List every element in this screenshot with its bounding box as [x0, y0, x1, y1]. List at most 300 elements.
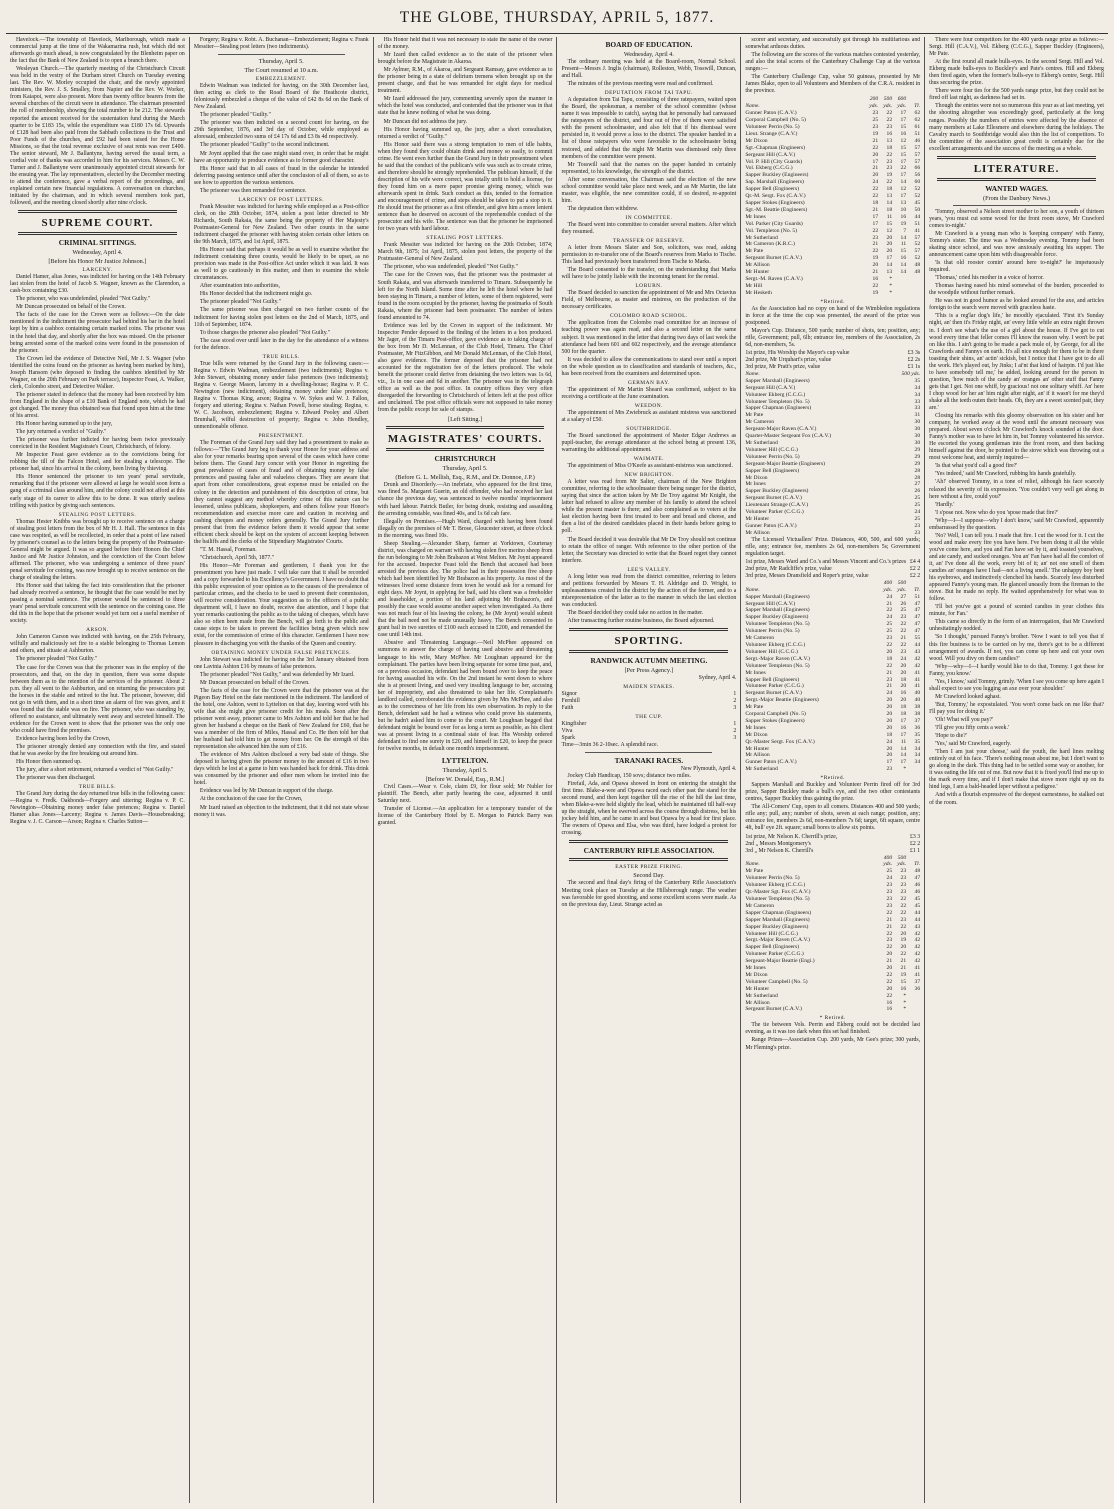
score-cell: 51 [914, 130, 921, 137]
header-cell [745, 855, 878, 862]
score-cell: 15 [900, 248, 907, 255]
article-body [745, 306, 920, 349]
score-cell: 22 [886, 978, 893, 985]
article-body [10, 274, 185, 510]
score-cell: 20 [872, 172, 879, 179]
paragraph: Mr Inspector Feast gave evidence as to the convictions being for robbing the till of the Falcon Hotel, and for stealing a telescope. The prisoner had, since his arrival in the colony, been living by thieving. [10, 452, 185, 473]
horse-name: Faith [561, 705, 574, 712]
article-body [194, 204, 369, 352]
score-cell: 22 [900, 628, 907, 635]
name-cell: Mr Hesketh [745, 289, 772, 296]
table-row [745, 405, 920, 412]
result-row [561, 698, 736, 705]
divider [386, 426, 545, 429]
score-cell: 24 [872, 179, 879, 186]
paragraph: Thomas Hester Knibbs was brought up to receive sentence on a charge of stealing post letters from the box of Mr H. J. Hall. The sentence in this case was respited, as will be recollected, in order that a point of law raised by prisoner's counsel as to the letters being the property of the Postmaster-General might be argued. It was so argued before their Honors the Chief Justice and Mr Justice Johnston, and the conviction of the Court below affirmed. The prisoner, who was undergoing a sentence of three years' penal servitude for coining, was now brought up to receive sentence on the charge of stealing the letters. [10, 518, 185, 581]
divider [585, 752, 712, 753]
result-row [561, 705, 736, 712]
score-cell: 16 [900, 213, 907, 220]
table-row [745, 454, 920, 461]
name-cell: Sapper Buckley (Engineers) [745, 923, 809, 930]
masthead-rule [6, 33, 1108, 34]
name-cell: Sergeant Hill (C.A.V.) [745, 384, 796, 391]
table-row [745, 993, 920, 1000]
name-cell: Gunner Paton (C.A.V.) [745, 522, 797, 529]
paragraph: At the first round all made bulls-eyes. In the second Sergt. Hill and Vol. Ekberg made bulls-eyes to Buckley's and Pate's centres. Hill and Ekberg then fired again, when the former's bulls-eye to Ekberg's centre, Sergt. Hill thus securing the prize. [929, 59, 1104, 87]
paragraph: 'Yes, I know,' said Tommy, grimly. 'When I see you come up here again I shall expect to see you lugging an axe over your shoulder.' [929, 678, 1104, 692]
prize-label: 3rd „ Mr Nelson K. Cherrill's [745, 847, 814, 854]
table-row [745, 979, 920, 986]
result-row [561, 721, 736, 728]
name-cell: Sergeant Burnet (C.A.V.) [745, 1006, 802, 1013]
score-cell: 29 [914, 446, 921, 453]
score-cell: 29 [914, 453, 921, 460]
article-body [561, 410, 736, 424]
score-cell: 23 [886, 889, 893, 896]
score-cell: 22 [872, 144, 879, 151]
paragraph: 'Oh! What will you pay?' [935, 716, 994, 723]
name-cell: Lieutenant Strange (C.A.V.) [745, 502, 809, 509]
score-cell: 23 [886, 676, 893, 683]
story-title: WANTED WAGES. [985, 183, 1048, 193]
table-row [745, 193, 920, 200]
paragraph: The case for the Crown was, that the prisoner was the postmaster at South Rakaia, and was afterwards transferred to Timaru. Subsequently he left for the North Island. Some time after he left the hotel where he had been staying in Timaru, a number of letters, some of them registered, were found in the room occupied by the prisoner, having the postmarks of South Rakaia, where the prisoner had been postmaster. The number of letters found amounted to 74. [377, 272, 553, 321]
paragraph: The Crown led the evidence of Detective Neil, Mr J. S. Wagner (who identified the coins found on the prisoner as having been marked by him), Joseph Hansom (who deposed to finding the cashbox identified by Mr Wagner, on the 20th February on Park terrace), Inspector Feast, A. Walker, clerk, Colombo street, and Detective Walker. [10, 355, 185, 390]
name-cell: Sergeant-Major Beattie (Engineers) [745, 460, 826, 467]
header-cell: Name. [745, 103, 760, 110]
header-cell: yds. [897, 103, 907, 110]
table-row [745, 468, 920, 475]
case-heading: PRESENTMENT. [258, 433, 305, 440]
name-cell: Mr Innes [745, 965, 766, 972]
prize-row [745, 573, 920, 580]
paragraph: His Honor said that taking the fact into consideration that the prisoner had already received a sentence, he thought that the case would be met by passing a nominal sentence. The prisoner would be sentenced to three years' penal servitude concurrent with the sentence on the coining case. He did this in the hope that the prisoner would yet turn out a useful member of society. [10, 583, 185, 625]
table-row [745, 725, 920, 732]
article-body [194, 440, 369, 647]
placing: 1 [733, 691, 737, 698]
score-cell: 23 [886, 165, 893, 172]
score-cell: 17 [900, 717, 907, 724]
prize-label: 3rd prize, Messrs Dransfield and Roper's prize, value [745, 572, 869, 579]
score-cell: 10 [900, 206, 907, 213]
score-cell: 36 [914, 985, 921, 992]
paragraph: John Cameron Carson was indicted with having, on the 25th February, wilfully and maliciously set fire to a stable belonging to Thomas Lemon and others, and situate at Ashburton. [10, 634, 185, 655]
table-row [745, 642, 920, 649]
horse-name: Kingfisher [561, 721, 587, 728]
prize-value: £3 3 [909, 833, 921, 840]
score-cell: 22 [886, 641, 893, 648]
article-body [561, 97, 736, 213]
score-cell: 24 [886, 875, 893, 882]
score-cell: 22 [872, 186, 879, 193]
case-heading: WEEDON. [634, 402, 663, 409]
table-row [745, 214, 920, 221]
score-cell: 22 [886, 944, 893, 951]
score-cell: 52 [914, 186, 921, 193]
paragraph: The prisoner pleaded "Guilty" to the second indictment. [199, 142, 330, 149]
place-heading: CHRISTCHURCH [434, 454, 496, 464]
score-cell: 22 [900, 909, 907, 916]
score-cell: 17 [872, 213, 879, 220]
dateline: New Plymouth, April 4. [680, 766, 737, 773]
table-row [745, 903, 920, 910]
score-cell: 44 [914, 641, 921, 648]
table-row [745, 732, 920, 739]
score-cell: 13 [886, 193, 893, 200]
score-cell: 45 [914, 199, 921, 206]
score-cell: 22 [872, 248, 879, 255]
name-cell: Corporal Campbell (No. 5) [745, 117, 806, 124]
paragraph: The Board consented to the transfer, on the understanding that Marks will have to be jointly liable with the incoming tenant for the rental. [561, 267, 737, 281]
score-cell: 51 [914, 220, 921, 227]
score-cell: 21 [872, 241, 879, 248]
table-row [745, 241, 920, 248]
score-cell: 21 [886, 683, 893, 690]
score-cell: 23 [886, 902, 893, 909]
score-cell: 22 [886, 971, 893, 978]
paragraph: "Christchurch, April 5th, 1877." [199, 554, 275, 561]
prize-row [745, 834, 920, 841]
score-cell: 18 [886, 731, 893, 738]
name-cell: Qr.-Master Sergt. Fox (C.A.V.) [745, 738, 815, 745]
name-cell: Mr Dixon [745, 137, 768, 144]
columns [6, 37, 1108, 1503]
score-cell: 20 [886, 704, 893, 711]
name-cell: Sapper Bell (Engineers) [745, 467, 800, 474]
paragraph: Jockey Club Handicap, 150 sovs; distance two miles. [567, 773, 691, 780]
case-heading: SOUTHBRIDGE. [626, 425, 672, 432]
table-row [745, 290, 920, 297]
table-row [745, 924, 920, 931]
table-row [745, 614, 920, 621]
score-cell: 16 [872, 275, 879, 282]
score-cell: 62 [914, 110, 921, 117]
name-cell: Mr Innes [745, 669, 766, 676]
paragraph: The Board decided to sanction the appointment of Mr and Mrs Octavius Field, of Melbourne, as master and mistress, on the production of the necessary certificates. [561, 290, 737, 311]
name-cell: Mr Innes [745, 213, 766, 220]
before-line: (Before G. L. Mellish, Esq., R.M., and Dr. Donnoe, J.P.) [395, 474, 535, 482]
name-cell: Lieut. Strange (C.A.V.) [745, 130, 798, 137]
table-header [745, 371, 920, 378]
article-body [561, 773, 736, 837]
score-cell: 21 [900, 635, 907, 642]
paragraph: The evidence of Mrs Ashton disclosed a very bad state of things. She deposed to having given the prisoner money to the amount of £16 in two days which he lost at a game to him was handed back for drink. This drink was consumed by the prisoner and other men whom he invited into the hotel. [193, 752, 369, 787]
score-cell: 36 [914, 724, 921, 731]
header-cell: yds. [883, 861, 893, 868]
story-body [929, 209, 1104, 807]
score-cell: 19 [900, 220, 907, 227]
name-cell: Mr Allison [745, 529, 770, 536]
column-5 [741, 37, 925, 1503]
column-2 [190, 37, 374, 1503]
case-heading: TRUE BILLS. [78, 784, 117, 791]
score-cell: 21 [886, 600, 893, 607]
score-table-challenge-cup [745, 96, 920, 296]
score-cell [906, 276, 920, 283]
paragraph: The deputation then withdrew. [567, 205, 639, 212]
table-row [745, 283, 920, 290]
article-body [378, 242, 553, 414]
paragraph: Mr Duncan prosecuted on behalf of the Crown. [199, 679, 310, 686]
case-heading: EMBEZZLEMENT. [255, 76, 307, 83]
paragraph: The prisoner was then indicted on a second count for having, on the 29th September, 1876, and 3rd day of October, while employed as aforesaid, embezzled two sums of £4 17s 6d and £3 8s 4d respectively. [193, 120, 369, 141]
score-cell: 17 [872, 158, 879, 165]
divider [18, 210, 177, 213]
name-cell: Vol. Ekberg (C.C.G.) [745, 165, 793, 172]
column-1 [6, 37, 190, 1503]
score-cell: 47 [914, 600, 921, 607]
score-cell: 21 [872, 137, 879, 144]
name-cell: Volunteer Campbell (No. 5) [745, 978, 808, 985]
score-cell: 35 [914, 377, 921, 384]
table-row [745, 875, 920, 882]
score-cell: 20 [872, 151, 879, 158]
table-row [745, 944, 920, 951]
score-cell: 17 [900, 117, 907, 124]
score-cell [906, 1000, 920, 1007]
score-cell: 26 [914, 488, 921, 495]
paragraph: The tie between Vols. Perrin and Ekberg could not be decided last evening, as it was too dark when this set had finished. [745, 1022, 921, 1036]
table-row [745, 746, 920, 753]
article-body [561, 387, 736, 401]
score-cell: 13 [886, 269, 893, 276]
score-cell: 23 [914, 529, 921, 536]
score-cell: 22 [886, 179, 893, 186]
name-cell: Mr Sutherland [745, 440, 778, 446]
score-cell: 20 [872, 262, 879, 269]
prize-value: £4 4 [909, 558, 921, 565]
score-cell: 17 [886, 255, 893, 262]
score-cell: 17 [900, 193, 907, 200]
paragraph: A letter from Messrs Slater and Son, solicitors, was read, asking permission to re-transfer one of the Board's reserves from Marks to Tische. This land had previously been transferred from Tische to Marks. [561, 245, 737, 266]
table-row [745, 931, 920, 938]
score-cell: 52 [914, 193, 921, 200]
score-cell: 20 [900, 697, 907, 704]
header-cell [745, 580, 878, 587]
table-row [745, 697, 920, 704]
score-cell: 18 [886, 144, 893, 151]
retired-note: * Retired. [819, 1015, 846, 1022]
score-cell: 23 [900, 614, 907, 621]
table-header [745, 861, 920, 868]
paragraph: The Grand Jury during the day returned true bills in the following cases:—Regina v. Fredk. Oakbonds—Forgery and uttering; Regina v. P. C. Newington—Obtaining money under false pretences; Regina v. Daniel Hamer alias Jones—Larceny; Regina v. James Davis—Housebreaking; Regina v. J. C. Carson—Arson; Regina v. Charles Sutton— [10, 791, 185, 826]
score-cell: 18 [886, 186, 893, 193]
paragraph: 'I'll bet you've got a pound of scented candies in your clothes this minute, for Fan.' [929, 604, 1104, 618]
score-cell: 30 [914, 440, 921, 446]
score-cell: 23 [900, 875, 907, 882]
name-cell: Volunteer Perrin (No. 5) [745, 628, 800, 635]
score-cell: 13 [886, 137, 893, 144]
table-header [745, 96, 920, 103]
score-cell: 22 [900, 165, 907, 172]
prize-label: 1st prize, Mr Nelson K. Cherrill's prize, [745, 833, 838, 840]
table-row [745, 131, 920, 138]
score-cell: 55 [914, 635, 921, 642]
score-cell: 25 [900, 607, 907, 614]
horse-name: Viva [561, 728, 573, 735]
score-cell: 40 [914, 697, 921, 704]
table-row [745, 621, 920, 628]
paragraph: Mr Izard then called evidence as to the state of the prisoner when brought before the Magistrate in Akaroa. [377, 52, 553, 66]
score-cell [892, 276, 906, 283]
header-cell: 500 [897, 579, 907, 586]
name-cell: Sapper Buckley (Engineers) [745, 172, 809, 179]
column-6 [925, 37, 1108, 1503]
table-row [745, 502, 920, 509]
paragraph: Edwin Wadman was indicted for having, on the 30th December last, then acting as clerk to the Road Board of the Heathcote district, feloniously embezzled a cheque of the value of £42 8s 6d on the Bank of New Zealand. [193, 83, 369, 111]
score-cell: 24 [886, 690, 893, 697]
paragraph: Range Prizes—Association Cup. 200 yards, Mr Gee's prize; 300 yards, Mr Fleming's prize. [745, 1037, 921, 1051]
article-body [194, 83, 369, 195]
table-row [745, 523, 920, 530]
score-cell: 42 [914, 662, 921, 669]
name-cell: Sapper Bell (Engineers) [745, 186, 800, 193]
score-table-victuallers [745, 580, 920, 773]
header-cell: 500 yds. [901, 370, 921, 377]
name-cell: Mr Allison [745, 999, 770, 1006]
score-cell: 17 [872, 220, 879, 227]
score-cell: 20 [900, 683, 907, 690]
header-cell: 500 [897, 854, 907, 861]
table-row [745, 607, 920, 614]
table-row [745, 269, 920, 276]
name-cell: Mr Hill [745, 282, 763, 289]
case-heading: GERMAN BAY. [628, 379, 670, 386]
score-cell: 23 [886, 158, 893, 165]
score-cell: 20 [886, 248, 893, 255]
case-heading: LOBURN. [635, 283, 663, 290]
name-cell: Sapper Bell (Engineers) [745, 944, 800, 951]
name-cell: Volunteer Hill (C.C.G.) [745, 446, 798, 453]
prize-label: 1st prize, His Worship the Mayor's cup value [745, 349, 850, 356]
score-cell: 23 [886, 124, 893, 130]
place-heading: LYTTELTON. [441, 756, 489, 766]
table-row [745, 683, 920, 690]
table-row [745, 262, 920, 269]
score-cell: 37 [914, 717, 921, 724]
name-cell: Sergt.-Major Beattie (Engineers) [745, 697, 819, 704]
paragraph: Mr Aylmer, R.M., of Akaroa, and Sergeant Ramsay, gave evidence as to the prisoner being in a state of delirium tremens when brought up on the present charge, and that he was remanded for eight days for medical treatment. [377, 67, 553, 95]
name-cell: Mr Cameron [745, 419, 775, 426]
article-body [378, 784, 553, 827]
paragraph: The case for the Crown was that the prisoner was in the employ of the prosecutors, and that, on the day in question, there was some dispute between them as to the retention of the services of the prisoner. About 2 p.m. they all went to the Ashburton, and on returning the prosecutors put the horses in the stable and retired to the hut. The prisoner, however, did not go in with them, and in a short time an alarm of fire was given, and it was found that the stable was on fire. The prisoner, who was standing by, offered no assistance, and ultimately went away and secreted himself. The evidence for the Crown went to show that the prisoner was the only one who could have fired the premises. [10, 664, 185, 734]
name-cell: Volunteer Perrin (No. 5) [745, 453, 800, 460]
score-cell: 22 [886, 909, 893, 916]
score-cell: 21 [886, 958, 893, 965]
score-cell: 22 [900, 895, 907, 902]
prize-row [745, 364, 920, 371]
score-cell: 41 [914, 676, 921, 683]
paragraph: The prisoner strongly denied any connection with the fire, and stated that he was awoke by the fire breaking out around him. [10, 744, 185, 758]
paragraph: The prisoner pleaded "Not Guilty." [199, 299, 281, 306]
paragraph: Sheep Stealing.—Alexander Sharp, farmer at Yorktown, Courtenay district, was charged on warrant with having stolen five merino sheep from the run belonging to Mr John Brabazon at West Melton. Mr Joynt appeared for the accused. Inspector Feast told the Bench that accused had been arrested the previous day. The police had in their possession five sheep which had been identified by Mr Brabazon as his property. As most of the witnesses lived some distance from town he would ask for a remand for eight days. Mr Joynt, in applying for bail, said his client was a freeholder and leaseholder, a portion of his land adjoining Mr Brabazon's, and possibly the case would assume another aspect when investigated. As there was not much fear of his leaving the colony, he (Mr Joynt) would submit that the bail need not be made unusually heavy. The Bench consented to grant bail in two sureties of £100 each accused in £200, and remanded the case until 14th inst. [377, 540, 553, 639]
score-cell: 22 [900, 621, 907, 628]
case-heading: WAIMATE. [633, 456, 664, 463]
header-cell: 500 [883, 96, 893, 103]
score-cell: 14 [900, 269, 907, 276]
score-cell: 52 [914, 241, 921, 248]
date-line: Second Day. [633, 872, 665, 880]
case-heading: OBTAINING MONEY UNDER FALSE PRETENCES. [211, 649, 352, 656]
paragraph: The Canterbury Challenge Cup, value 50 guineas, presented by Mr James Blake, open to all Volunteers and Members of the C.R.A. resident in the province. [745, 74, 921, 95]
paragraph: To those charges the prisoner also pleaded "Not Guilty." [199, 329, 331, 336]
article-body [194, 657, 369, 819]
score-cell: 24 [900, 655, 907, 662]
name-cell: Sergeant Hill (C.A.V.) [745, 151, 796, 158]
paragraph: Firefail, Ada, and Opawa showed in front on entering the straight the first time. Blake-a-wee and Opawa raced each other past the stand for the second round, and then kept together till the rise of the hill the last time, when Blake-a-wee held slightly the lead, which he maintained till half-way up the straight, when he swerved across the course through distress, but his jockey held him, and he came in and beat Opawa by a head for first place. The owners of Opawa and Elsa, who was third, have lodged a protest for crossing. [561, 781, 737, 837]
name-cell: Quarter-Master Sergeant Fox (C.A.V.) [745, 433, 832, 440]
score-cell: 21 [872, 269, 879, 276]
score-cell: 11 [886, 213, 893, 220]
score-cell: 34 [914, 752, 921, 759]
date-line: Thursday, April 5. [442, 767, 488, 775]
article-body [561, 245, 736, 281]
score-cell: 12 [886, 227, 893, 234]
score-cell: 21 [886, 923, 893, 930]
paragraph: The Foreman of the Grand Jury said they had a presentment to make as follows:—"The Grand Jury beg to thank your Honor for your address and also for your remarks bearing upon several of the cases which have come before them. The Grand Jury concur with your Honor in regretting the great prevalence of cases of fraud and of obtaining money by false pretences and passing false and valueless cheques. They are aware that apart from other considerations, great expense must be entailed on the colony in the detection and punishment of this description of crime, but they cannot suggest any method whereby crime of this nature can be lessened, unless publicans, shopkeepers, and others follow your Honor's recommendation and exercise more care and caution in receiving and cashing cheques and money orders generally. The Grand Jury further present that from the evidence before them it would appear that some efficient check should be kept on the system of account keeping between the bailiffs and the clerks of the Stipendiary Magistrates' Courts. [193, 440, 369, 545]
score-cell: 22 [900, 902, 907, 909]
name-cell: Volunteer Templeton (No. 5) [745, 621, 810, 628]
name-cell: Mr Innes [745, 724, 766, 731]
score-cell: 13 [900, 199, 907, 206]
table-row [745, 481, 920, 488]
results-list [561, 721, 736, 742]
score-cell: 23 [900, 889, 907, 896]
paragraph: His Honor—Mr Foreman and gentlemen, I thank you for the presentment you have just made. I will take care that it shall be recorded and a copy forwarded to his Excellency's Government. I have no doubt that this public expression of your opinion as to the causes of the prevalence of particular crimes, and the checks to be used to prevent their commission, will receive consideration. Your suggestion as to the officers of a public department will, I have no doubt, receive due attention, and I hope that your remarks cautioning the public as to the taking of cheques, which have also so often been made from the Bench, will go forth to the public and cause steps to be taken to prevent the facilities being given which now exist, for the commission of crime of this character. Gentlemen I have now pleasure in discharging you with the thanks of the Queen and country. [193, 563, 369, 647]
score-cell: 61 [914, 124, 921, 130]
paragraph: Mr Crawford looked aghast. [935, 693, 1001, 700]
score-cell: 44 [914, 213, 921, 220]
table-row [745, 159, 920, 166]
case-heading: STEALING POST LETTERS. [426, 235, 504, 242]
date-line: Thursday, April 5. [258, 58, 304, 66]
paragraph: Mr Duncan did not address the jury. [383, 118, 468, 125]
prize-list [745, 834, 920, 855]
table-row [745, 759, 920, 766]
score-cell: 47 [914, 621, 921, 628]
score-cell: 46 [914, 137, 921, 144]
table-row [745, 1000, 920, 1007]
name-cell: Volunteer Ekberg (C.C.G.) [745, 391, 806, 398]
prize-value: £2 2s [907, 356, 921, 363]
score-cell: 29 [914, 460, 921, 467]
score-cell: 23 [886, 895, 893, 902]
date-line: Thursday, April 5. [442, 465, 488, 473]
score-cell: 16 [886, 999, 893, 1006]
score-cell: 41 [914, 227, 921, 234]
case-heading: NEW BRIGHTON. [624, 472, 674, 479]
score-cell: 48 [914, 262, 921, 269]
paragraph: Frank Messiter was indicted for having while employed as a Post-office clerk, on the 28th October, 1874, stolen a post letter directed to Mr Richards, South Rakaia, the same being the property of Her Majesty's Postmaster-General for New Zealand. Two other counts in the same indictment charged the prisoner with having stolen certain other letters on the 9th March, 1875, and 1st April, 1875. [193, 203, 369, 246]
race-time: Time—3min 36 2-10sec. A splendid race. [561, 742, 659, 749]
case-heading: TRUE BILLS. [262, 353, 300, 360]
score-cell: 15 [900, 978, 907, 985]
meeting-title: TARANAKI RACES. [614, 756, 684, 766]
table-row [745, 235, 920, 242]
name-cell: Sergeant Burnet (C.A.V.) [745, 495, 802, 502]
table-row [745, 868, 920, 875]
score-cell: 25 [886, 621, 893, 628]
score-cell: 17 [900, 731, 907, 738]
score-cell: 22 [886, 110, 893, 117]
table-row [745, 889, 920, 896]
score-cell: 28 [914, 474, 921, 481]
score-cell: 20 [886, 234, 893, 241]
score-cell: 42 [914, 944, 921, 951]
paragraph: 'Yes,' said Mr Crawford, eagerly. [935, 741, 1012, 748]
paragraph: Mr Joynt applied that the case might stand over, in order that he might have an opportunity to produce evidence as to former good character. [193, 150, 369, 164]
header-cell: Tl. [914, 103, 921, 110]
